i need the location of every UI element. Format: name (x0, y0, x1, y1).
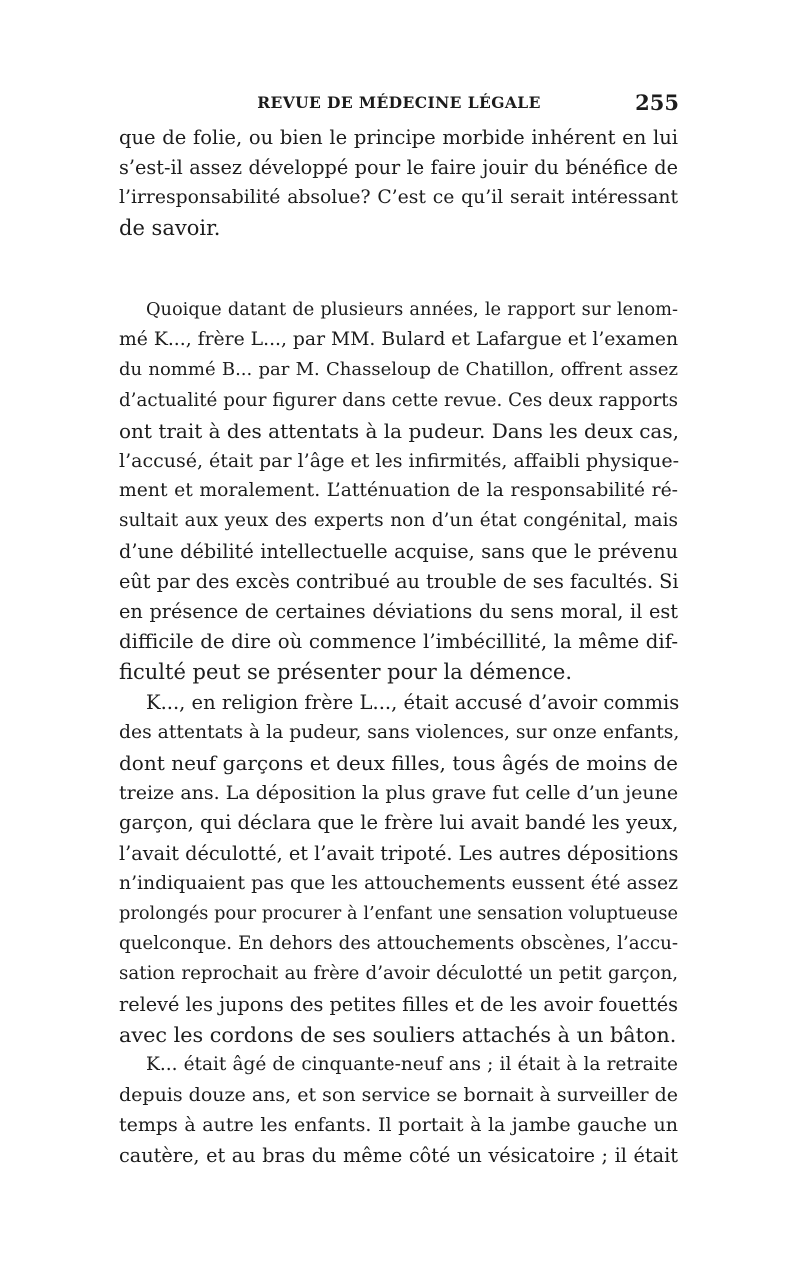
text-line: prolongés pour procurer à l’enfant une sensation voluptueuse (119, 904, 678, 924)
text-line: s’est-il assez développé pour le faire jouir du bénéfice de (119, 156, 678, 179)
text-line: treize ans. La déposition la plus grave fut celle d’un jeune (119, 782, 679, 804)
text-line: d’actualité pour figurer dans cette revue. Ces deux rapports (119, 390, 678, 411)
text-line: de savoir. (119, 216, 221, 240)
text-line: avec les cordons de ses souliers attachés à un bâton. (119, 1023, 677, 1047)
text-line: eût par des excès contribué au trouble de ses facultés. Si (119, 570, 679, 593)
text-line: que de folie, ou bien le principe morbide inhérent en lui (119, 126, 678, 149)
text-line: sation reprochait au frère d’avoir déculotté un petit garçon, (119, 963, 678, 984)
running-title: REVUE DE MÉDECINE LÉGALE (257, 93, 541, 112)
text-line: K..., en religion frère L..., était accusé d’avoir commis (146, 691, 680, 714)
text-line: Quoique datant de plusieurs années, le rapport sur lenom- (146, 300, 678, 320)
page-number: 255 (635, 90, 679, 115)
text-line: dont neuf garçons et deux filles, tous âgés de moins de (119, 751, 678, 775)
text-line: ment et moralement. L’atténuation de la responsabilité ré- (119, 480, 678, 501)
text-line: difficile de dire où commence l’imbécillité, la même dif- (119, 630, 678, 653)
text-line: K... était âgé de cinquante-neuf ans ; il était à la retraite (146, 1054, 678, 1075)
text-line: en présence de certaines déviations du sens moral, il est (119, 600, 678, 623)
text-line: n’indiquaient pas que les attouchements eussent été assez (119, 873, 678, 894)
text-line: sultait aux yeux des experts non d’un état congénital, mais (119, 510, 678, 531)
running-head (119, 90, 679, 123)
text-line: quelconque. En dehors des attouchements obscènes, l’accu- (119, 933, 678, 954)
text-line: garçon, qui déclara que le frère lui avait bandé les yeux, (119, 811, 679, 834)
text-line: l’avait déculotté, et l’avait tripoté. Les autres dépositions (119, 842, 679, 865)
text-line: du nommé B... par M. Chasseloup de Chatillon, offrent assez (119, 359, 678, 380)
text-line: des attentats à la pudeur, sans violences, sur onze enfants, (119, 722, 680, 743)
text-line: cautère, et au bras du même côté un vésicatoire ; il était (119, 1144, 678, 1167)
text-line: l’accusé, était par l’âge et les infirmités, affaibli physique- (119, 450, 680, 472)
text-line: ficulté peut se présenter pour la démence. (119, 660, 572, 684)
text-line: d’une débilité intellectuelle acquise, sans que le prévenu (119, 540, 678, 563)
text-line: temps à autre les enfants. Il portait à la jambe gauche un (119, 1114, 678, 1136)
text-line: relevé les jupons des petites filles et de les avoir fouettés (119, 993, 679, 1016)
text-line: mé K..., frère L..., par MM. Bulard et Lafargue et l’examen (119, 329, 679, 350)
text-line: ont trait à des attentats à la pudeur. Dans les deux cas, (119, 419, 679, 443)
text-line: l’irresponsabilité absolue? C’est ce qu’il serait intéressant (119, 187, 678, 208)
text-line: depuis douze ans, et son service se bornait à surveiller de (119, 1084, 678, 1106)
